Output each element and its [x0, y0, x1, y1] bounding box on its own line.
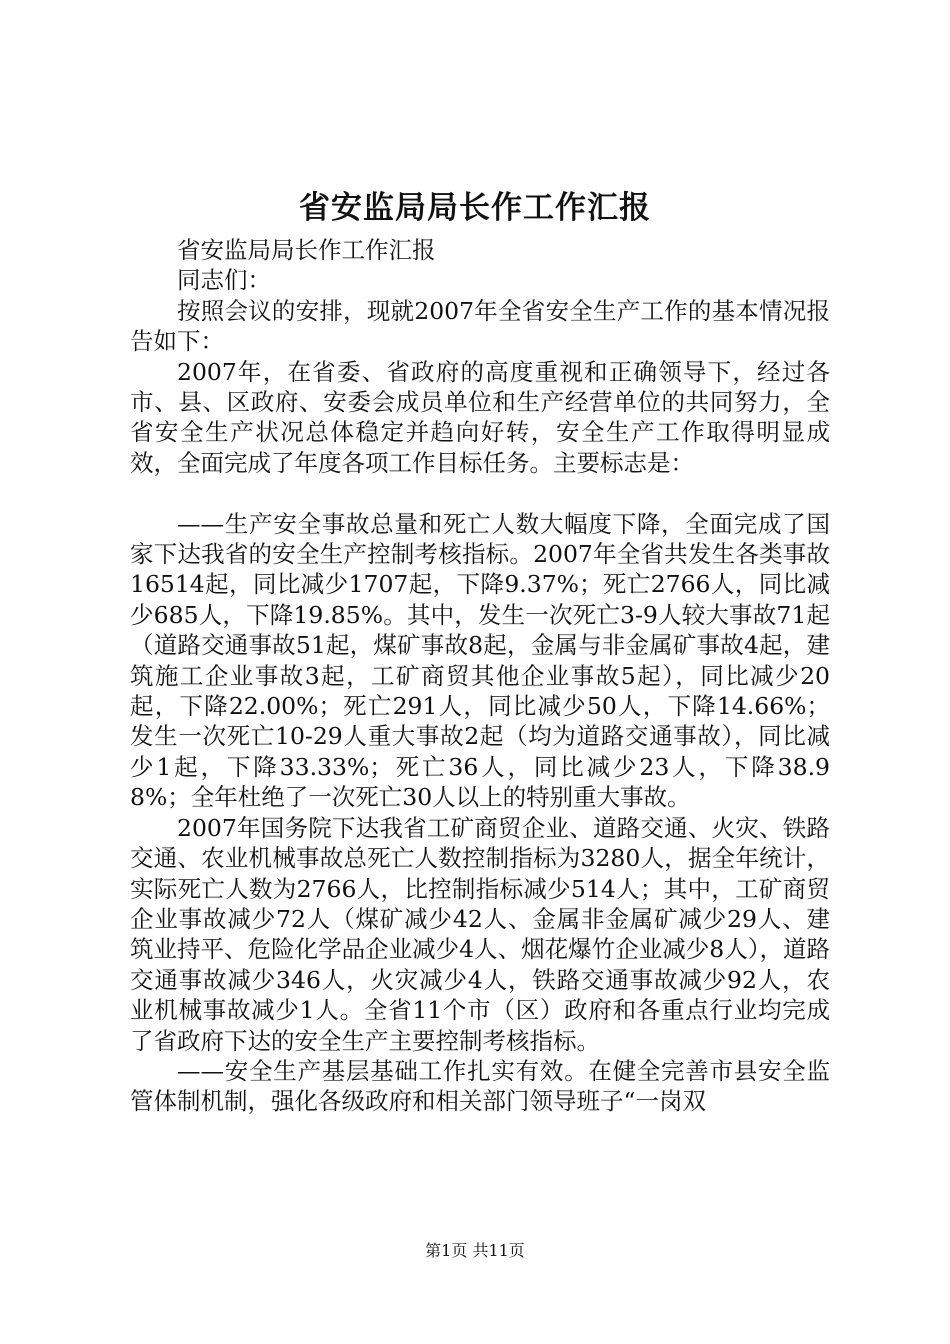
grassroots-work-paragraph: ——安全生产基层基础工作扎实有效。在健全完善市县安全监管体制机制，强化各级政府和相关部门领导班子“一岗双 [130, 1056, 830, 1116]
subtitle-line: 省安监局局长作工作汇报 [177, 236, 436, 264]
page-number-footer: 第1页 共11页 [425, 1241, 525, 1260]
control-indicator-paragraph: 2007年国务院下达我省工矿商贸企业、道路交通、火灾、铁路交通、农业机械事故总死亡人数控制指标为3280人，据全年统计，实际死亡人数为2766人，比控制指标减少514人；其中，工矿商贸企业事故减少72人（煤矿减少42人、金属非金属矿减少29人、建筑业持平、危险化学品企业减少4人、烟花爆竹企业减少8人），道路交通事故减少346人，火灾减少4人，铁路交通事故减少92人，农业机械事故减少1人。全省11个市（区）政府和各重点行业均完成了省政府下达的安全生产主要控制考核指标。 [130, 813, 830, 1055]
salutation: 同志们： [177, 266, 271, 295]
intro-paragraph: 按照会议的安排，现就2007年全省安全生产工作的基本情况报告如下： [130, 296, 830, 356]
document-title: 省安监局局长作工作汇报 [299, 190, 651, 226]
summary-paragraph: 2007年，在省委、省政府的高度重视和正确领导下，经过各市、县、区政府、安委会成员单位和生产经营单位的共同努力，全省安全生产状况总体稳定并趋向好转，安全生产工作取得明显成效，全面完成了年度各项工作目标任务。主要标志是： [130, 357, 830, 477]
document-body [130, 235, 830, 1117]
accident-statistics-paragraph: ——生产安全事故总量和死亡人数大幅度下降，全面完成了国家下达我省的安全生产控制考核指标。2007年全省共发生各类事故16514起，同比减少1707起，下降9.37%；死亡2766人，同比减少685人，下降19.85%。其中，发生一次死亡3-9人较大事故71起（道路交通事故51起，煤矿事故8起，金属与非金属矿事故4起，建筑施工企业事故3起，工矿商贸其他企业事故5起），同比减少20起，下降22.00%；死亡291人，同比减少50人，下降14.66%；发生一次死亡10-29人重大事故2起（均为道路交通事故），同比减少1起，下降33.33%；死亡36人，同比减少23人，下降38.98%；全年杜绝了一次死亡30人以上的特别重大事故。 [130, 509, 830, 812]
